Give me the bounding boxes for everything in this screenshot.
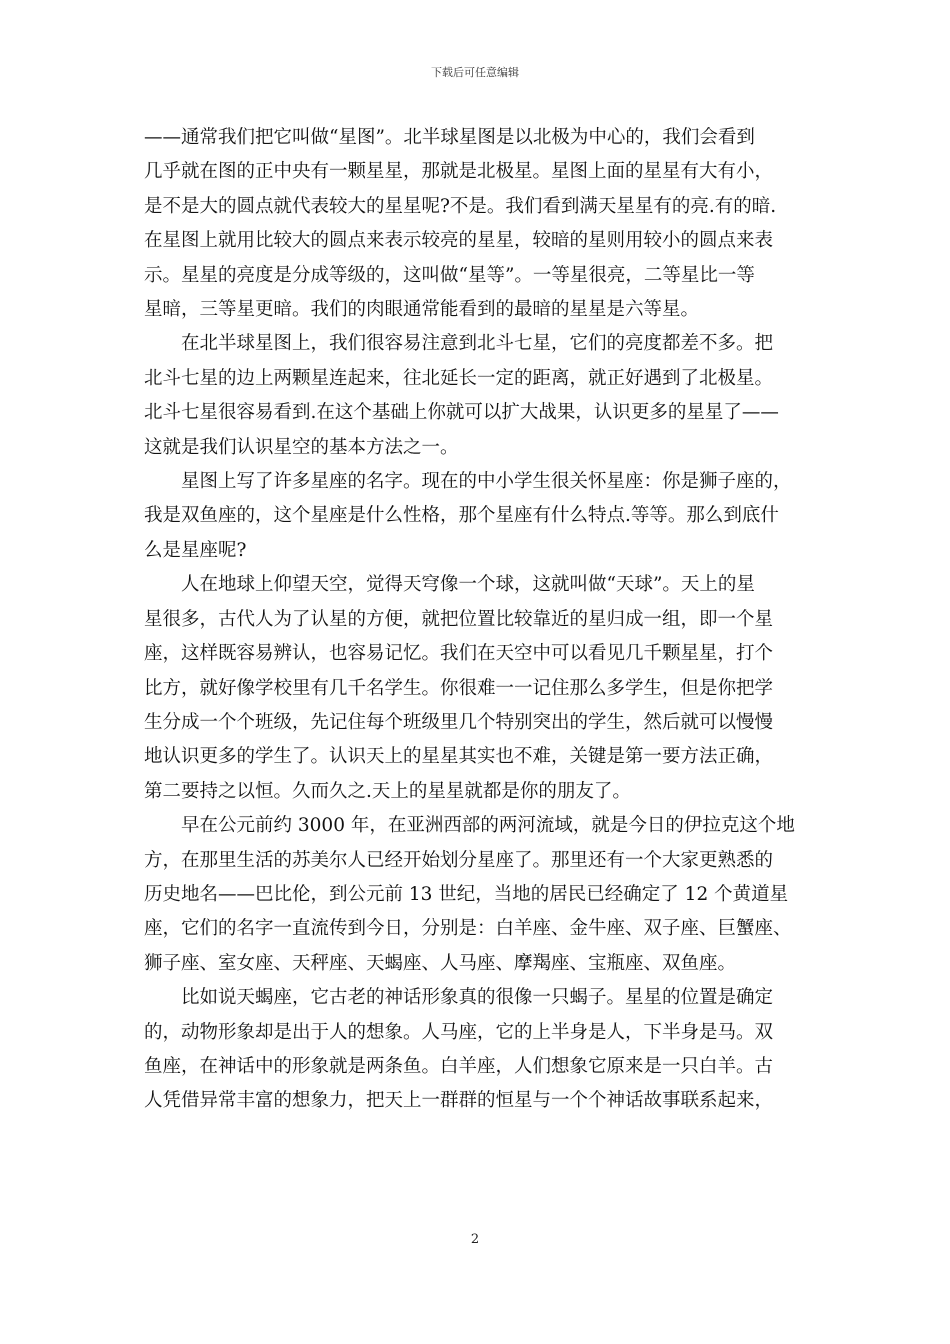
text-line: 狮子座、室女座、天秤座、天蝎座、人马座、摩羯座、宝瓶座、双鱼座。 <box>144 952 737 974</box>
text-line: 比如说天蝎座，它古老的神话形象真的很像一只蝎子。星星的位置是确定 <box>181 987 774 1009</box>
text-line: 鱼座，在神话中的形象就是两条鱼。白羊座，人们想象它原来是一只白羊。古 <box>144 1055 774 1077</box>
text-line: 座，它们的名字一直流传到今日，分别是：白羊座、金牛座、双子座、巨蟹座、 <box>144 918 792 940</box>
paragraph <box>144 568 810 809</box>
text-line: 早在公元前约 3000 年，在亚洲西部的两河流域，就是今日的伊拉克这个地 <box>181 815 795 837</box>
text-line: 比方，就好像学校里有几千名学生。你很难一一记住那么多学生，但是你把学 <box>144 677 774 699</box>
text-line: 是不是大的圆点就代表较大的星星呢?不是。我们看到满天星星有的亮.有的暗. <box>144 195 777 217</box>
text-line: 我是双鱼座的，这个星座是什么性格，那个星座有什么特点.等等。那么到底什 <box>144 505 779 527</box>
text-line: 北斗七星很容易看到.在这个基础上你就可以扩大战果，认识更多的星星了—— <box>144 402 779 424</box>
text-line: 的，动物形象却是出于人的想象。人马座，它的上半身是人，下半身是马。双 <box>144 1021 774 1043</box>
text-line: 星暗，三等星更暗。我们的肉眼通常能看到的最暗的星星是六等星。 <box>144 299 700 321</box>
paragraph <box>144 121 810 327</box>
text-line: 星很多，古代人为了认星的方便，就把位置比较靠近的星归成一组，即一个星 <box>144 608 774 630</box>
text-line: 星图上写了许多星座的名字。现在的中小学生很关怀星座：你是狮子座的， <box>181 471 792 493</box>
page-header: 下载后可任意编辑 <box>431 66 519 79</box>
text-line: 北斗七星的边上两颗星连起来，往北延长一定的距离，就正好遇到了北极星。 <box>144 367 774 389</box>
text-line: 第二要持之以恒。久而久之.天上的星星就都是你的朋友了。 <box>144 780 631 802</box>
text-line: ——通常我们把它叫做“星图”。北半球星图是以北极为中心的，我们会看到 <box>144 127 755 148</box>
text-line: 么是星座呢? <box>144 539 247 561</box>
text-line: 历史地名——巴比伦，到公元前 13 世纪，当地的居民已经确定了 12 个黄道星 <box>144 883 789 905</box>
text-line: 在北半球星图上，我们很容易注意到北斗七星，它们的亮度都差不多。把 <box>181 333 774 355</box>
paragraph <box>144 327 810 465</box>
text-line: 这就是我们认识星空的基本方法之一。 <box>144 436 459 458</box>
text-line: 生分成一个个班级，先记住每个班级里几个特别突出的学生，然后就可以慢慢 <box>144 711 774 733</box>
text-line: 几乎就在图的正中央有一颗星星，那就是北极星。星图上面的星星有大有小， <box>144 161 774 183</box>
paragraph <box>144 981 810 1119</box>
text-line: 地认识更多的学生了。认识天上的星星其实也不难，关键是第一要方法正确， <box>144 746 774 768</box>
text-line: 方，在那里生活的苏美尔人已经开始划分星座了。那里还有一个大家更熟悉的 <box>144 849 774 871</box>
text-line: 在星图上就用比较大的圆点来表示较亮的星星，较暗的星则用较小的圆点来表 <box>144 230 774 252</box>
paragraph <box>144 809 810 981</box>
paragraph <box>144 465 810 568</box>
text-line: 座，这样既容易辨认，也容易记忆。我们在天空中可以看见几千颗星星，打个 <box>144 643 774 665</box>
text-line: 示。星星的亮度是分成等级的，这叫做“星等”。一等星很亮，二等星比一等 <box>144 264 755 286</box>
document-body <box>144 121 810 1119</box>
page-number: 2 <box>470 1232 480 1247</box>
text-line: 人在地球上仰望天空，觉得天穹像一个球，这就叫做“天球”。天上的星 <box>181 574 755 596</box>
text-line: 人凭借异常丰富的想象力，把天上一群群的恒星与一个个神话故事联系起来， <box>144 1090 774 1112</box>
